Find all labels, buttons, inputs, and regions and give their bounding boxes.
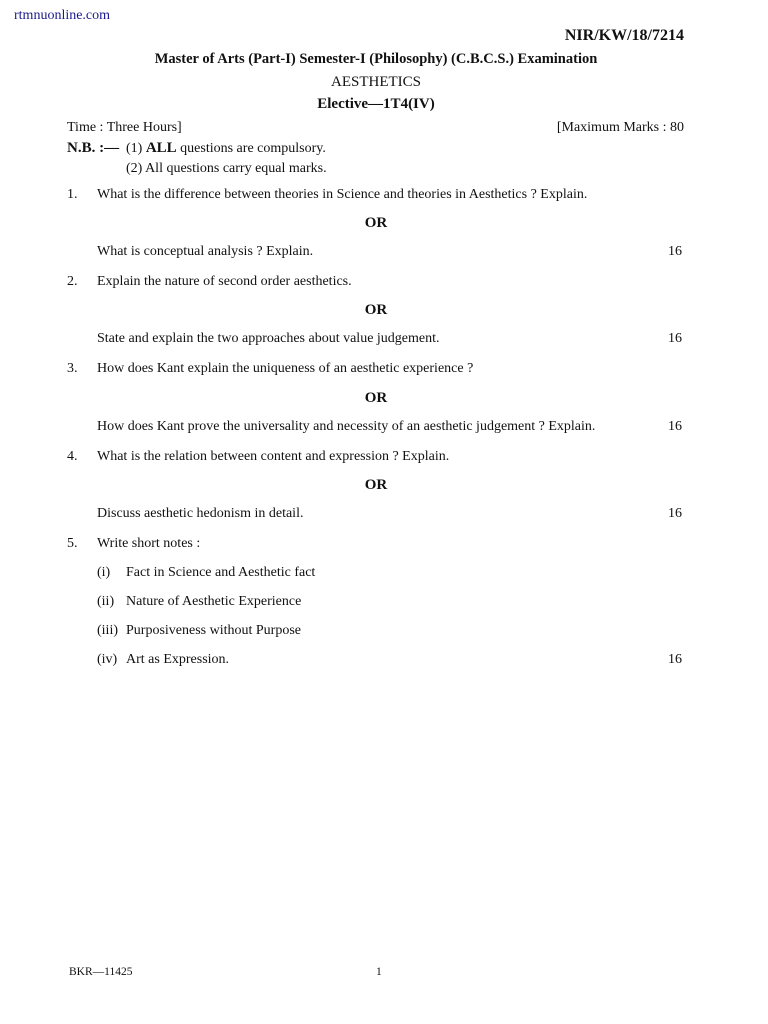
nb-note-text: All questions carry equal marks. xyxy=(145,161,327,176)
short-note-number: (ii) xyxy=(97,594,115,609)
question-marks: 16 xyxy=(668,652,682,667)
question-marks: 16 xyxy=(668,331,682,346)
nb-note xyxy=(126,161,327,177)
exam-title: Master of Arts (Part-I) Semester-I (Philosophy) (C.B.C.S.) Examination xyxy=(154,51,598,67)
question-text: What is the relation between content and expression ? Explain. xyxy=(97,449,450,464)
question-marks: 16 xyxy=(668,506,682,521)
or-separator: OR xyxy=(364,477,388,493)
nb-note-number: (2) xyxy=(126,161,143,176)
nb-label: N.B. :— xyxy=(67,140,120,156)
question-alternative: State and explain the two approaches about value judgement. xyxy=(97,331,440,346)
max-marks-label: [Maximum Marks : 80 xyxy=(556,120,684,135)
short-note-text: Purposiveness without Purpose xyxy=(126,623,301,638)
time-label: Time : Three Hours] xyxy=(67,120,182,135)
question-marks: 16 xyxy=(668,419,682,434)
question-number: 3. xyxy=(67,361,78,376)
question-number: 5. xyxy=(67,536,78,551)
question-text: Explain the nature of second order aesthetics. xyxy=(97,274,352,289)
short-note-number: (iv) xyxy=(97,652,118,667)
question-alternative: Discuss aesthetic hedonism in detail. xyxy=(97,506,304,521)
question-number: 1. xyxy=(67,187,78,202)
site-link[interactable]: rtmnuonline.com xyxy=(14,8,111,23)
paper-title: Elective—1T4(IV) xyxy=(317,96,435,112)
or-separator: OR xyxy=(364,302,388,318)
nb-note-text: questions are compulsory. xyxy=(180,141,326,156)
question-number: 4. xyxy=(67,449,78,464)
nb-note xyxy=(126,140,326,157)
question-text: How does Kant explain the uniqueness of an aesthetic experience ? xyxy=(97,361,474,376)
question-text: What is the difference between theories in Science and theories in Aesthetics ? Explain. xyxy=(97,187,588,202)
question-marks: 16 xyxy=(668,244,682,259)
or-separator: OR xyxy=(364,390,388,406)
short-note-number: (i) xyxy=(97,565,111,580)
question-alternative: How does Kant prove the universality and necessity of an aesthetic judgement ? Explain. xyxy=(97,419,596,434)
paper-code: NIR/KW/18/7214 xyxy=(564,27,684,44)
nb-note-emphasis: ALL xyxy=(145,140,177,156)
or-separator: OR xyxy=(364,215,388,231)
question-text: Write short notes : xyxy=(97,536,201,551)
short-note-text: Nature of Aesthetic Experience xyxy=(126,594,302,609)
page-number: 1 xyxy=(376,966,382,978)
short-note-number: (iii) xyxy=(97,623,118,638)
subject-title: AESTHETICS xyxy=(331,74,421,90)
footer-code: BKR—11425 xyxy=(69,966,133,978)
question-number: 2. xyxy=(67,274,78,289)
short-note-text: Art as Expression. xyxy=(126,652,230,667)
nb-note-number: (1) xyxy=(126,141,143,156)
question-alternative: What is conceptual analysis ? Explain. xyxy=(97,244,314,259)
short-note-text: Fact in Science and Aesthetic fact xyxy=(126,565,316,580)
